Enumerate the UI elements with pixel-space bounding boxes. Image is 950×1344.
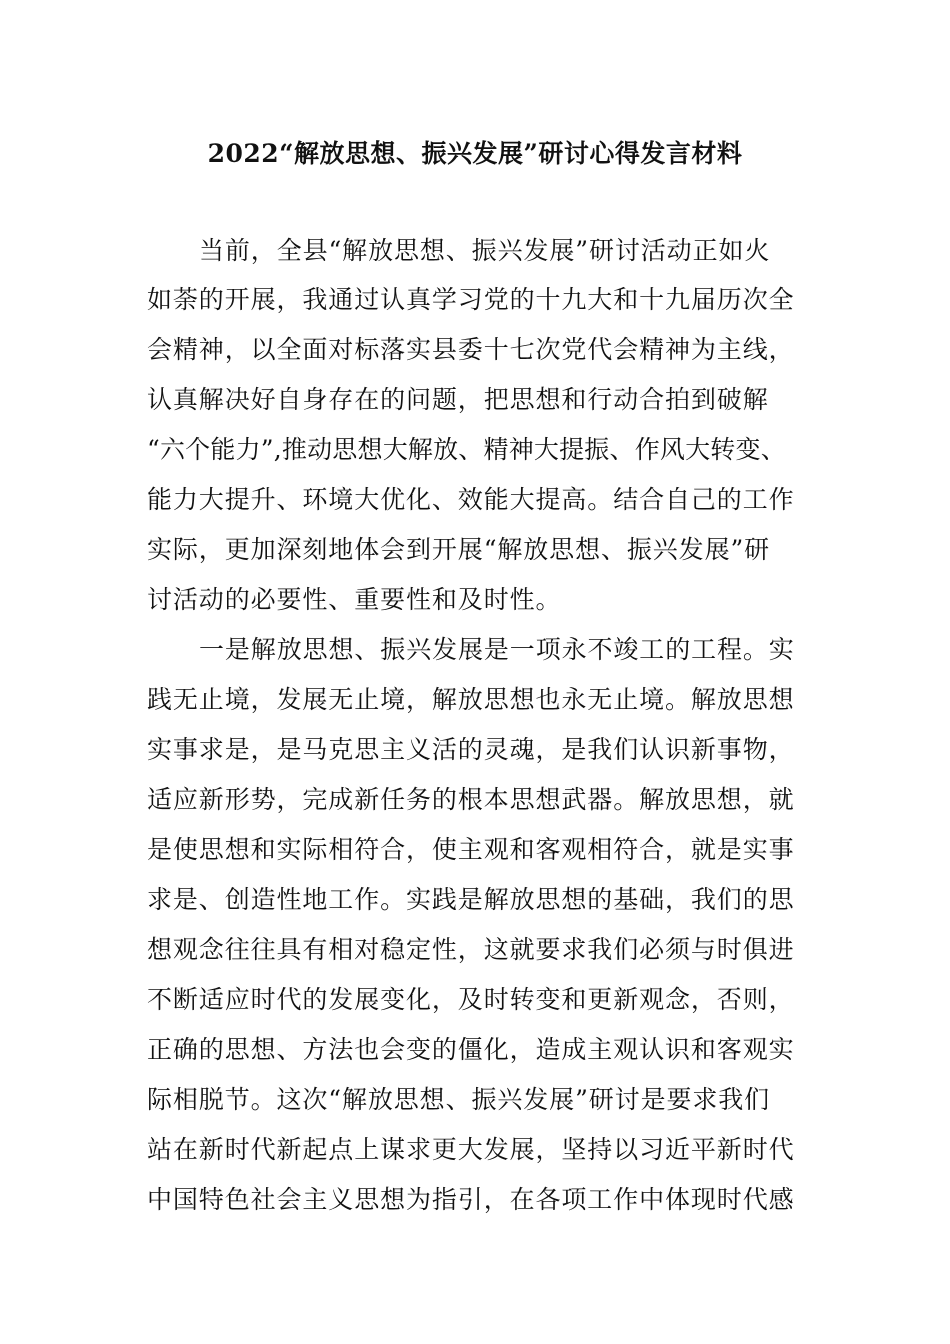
paragraph-2-line-6: 求是、创造性地工作。实践是解放思想的基础，我们的思 (147, 885, 795, 914)
paragraph-1-line-2: 如荼的开展，我通过认真学习党的十九大和十九届历次全 (147, 285, 795, 314)
paragraph-2-line-11: 站在新时代新起点上谋求更大发展，坚持以习近平新时代 (147, 1135, 795, 1164)
paragraph-2-line-12: 中国特色社会主义思想为指引，在各项工作中体现时代感 (147, 1185, 795, 1214)
paragraph-1-line-5: “六个能力”,推动思想大解放、精神大提振、作风大转变、 (147, 435, 786, 464)
paragraph-1-line-7: 实际，更加深刻地体会到开展“解放思想、振兴发展”研 (147, 535, 771, 564)
paragraph-2-line-5: 是使思想和实际相符合，使主观和客观相符合，就是实事 (147, 835, 795, 864)
paragraph-2-line-2: 践无止境，发展无止境，解放思想也永无止境。解放思想 (147, 685, 795, 714)
paragraph-2-line-7: 想观念往往具有相对稳定性，这就要求我们必须与时俱进 (147, 935, 795, 964)
paragraph-1-line-1: 当前，全县“解放思想、振兴发展”研讨活动正如火 (199, 236, 771, 265)
paragraph-1-line-4: 认真解决好自身存在的问题，把思想和行动合拍到破解 (147, 385, 769, 414)
paragraph-1-line-8: 讨活动的必要性、重要性和及时性。 (147, 585, 562, 614)
paragraph-2-line-9: 正确的思想、方法也会变的僵化，造成主观认识和客观实 (147, 1035, 795, 1064)
paragraph-1-line-6: 能力大提升、环境大优化、效能大提高。结合自己的工作 (147, 485, 795, 514)
paragraph-2-line-4: 适应新形势，完成新任务的根本思想武器。解放思想，就 (147, 785, 795, 814)
document-title: 2022“解放思想、振兴发展”研讨心得发言材料 (207, 139, 743, 168)
paragraph-2-line-8: 不断适应时代的发展变化，及时转变和更新观念，否则， (147, 985, 795, 1014)
paragraph-1-line-3: 会精神，以全面对标落实县委十七次党代会精神为主线， (147, 335, 795, 364)
paragraph-2-line-1: 一是解放思想、振兴发展是一项永不竣工的工程。实 (199, 635, 795, 664)
paragraph-2-line-3: 实事求是，是马克思主义活的灵魂，是我们认识新事物， (147, 735, 795, 764)
paragraph-2-line-10: 际相脱节。这次“解放思想、振兴发展”研讨是要求我们 (147, 1085, 771, 1114)
